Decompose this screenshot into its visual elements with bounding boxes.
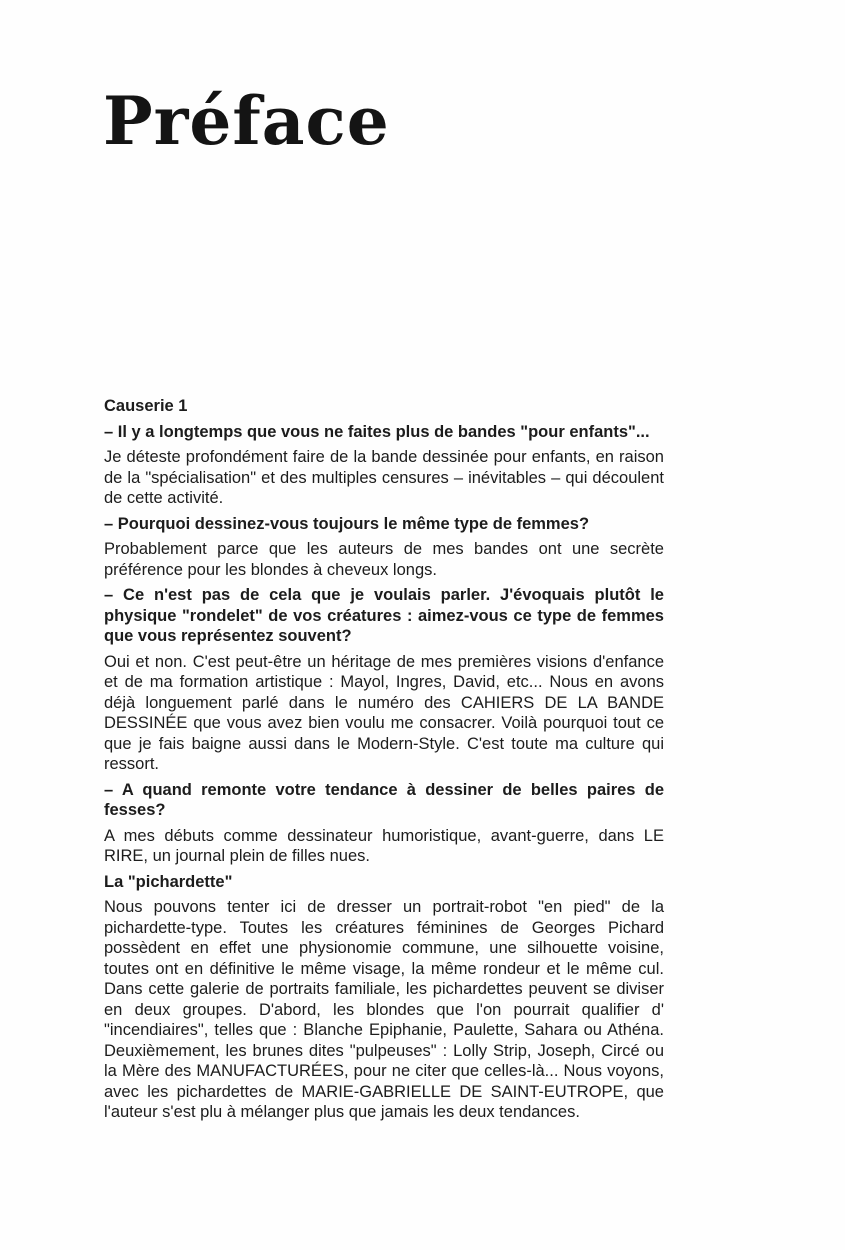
pichardette-heading: La "pichardette" bbox=[104, 872, 233, 891]
question-3: – Ce n'est pas de cela que je voulais parler. J'évoquais plutôt le physique "rondelet" de vos créatures : aimez-vous ce type de femmes que vous représentez souvent? bbox=[104, 586, 664, 645]
answer-3: Oui et non. C'est peut-être un héritage de mes premières visions d'enfance et de ma formation artistique : Mayol, Ingres, David, etc... Nous en avons déjà longuement parlé dans le numéro des CAHIERS DE LA BANDE DESSINÉE que vous avez bien voulu me consacrer. Voilà pourquoi tout ce que je fais baigne aussi dans le Modern-Style. C'est toute ma culture qui ressort. bbox=[104, 652, 664, 773]
answer-4: A mes débuts comme dessinateur humoristique, avant-guerre, dans LE RIRE, un journal plein de filles nues. bbox=[104, 826, 664, 865]
page-title: Préface bbox=[103, 82, 390, 160]
question-2: – Pourquoi dessinez-vous toujours le même type de femmes? bbox=[104, 514, 590, 533]
preface-body bbox=[104, 396, 664, 1128]
answer-1: Je déteste profondément faire de la bande dessinée pour enfants, en raison de la "spécialisation" et des multiples censures – inévitables – qui découlent de cette activité. bbox=[104, 448, 664, 507]
causerie-heading: Causerie 1 bbox=[104, 397, 188, 415]
question-1: – Il y a longtemps que vous ne faites plus de bandes "pour enfants"... bbox=[104, 422, 650, 441]
question-4: – A quand remonte votre tendance à dessiner de belles paires de fesses? bbox=[104, 780, 664, 819]
answer-2: Probablement parce que les auteurs de mes bandes ont une secrète préférence pour les blondes à cheveux longs. bbox=[104, 540, 664, 579]
pichardette-paragraph: Nous pouvons tenter ici de dresser un portrait-robot "en pied" de la pichardette-type. Toutes les créatures féminines de Georges Pichard possèdent en effet une physionomie commune, une silhouette voisine, toutes ont en définitive le même visage, la même rondeur et le même cul. Dans cette galerie de portraits familiale, les pichardettes peuvent se diviser en deux groupes. D'abord, les blondes que l'on pourrait qualifier d' "incendiaires", telles que : Blanche Epiphanie, Paulette, Sahara ou Athéna. Deuxièmement, les brunes dites "pulpeuses" : Lolly Strip, Joseph, Circé ou la Mère des MANUFACTURÉES, pour ne citer que celles-là... Nous voyons, avec les pichardettes de MARIE-GABRIELLE DE SAINT-EUTROPE, que l'auteur s'est plu à mélanger plus que jamais les deux tendances. bbox=[104, 898, 664, 1121]
